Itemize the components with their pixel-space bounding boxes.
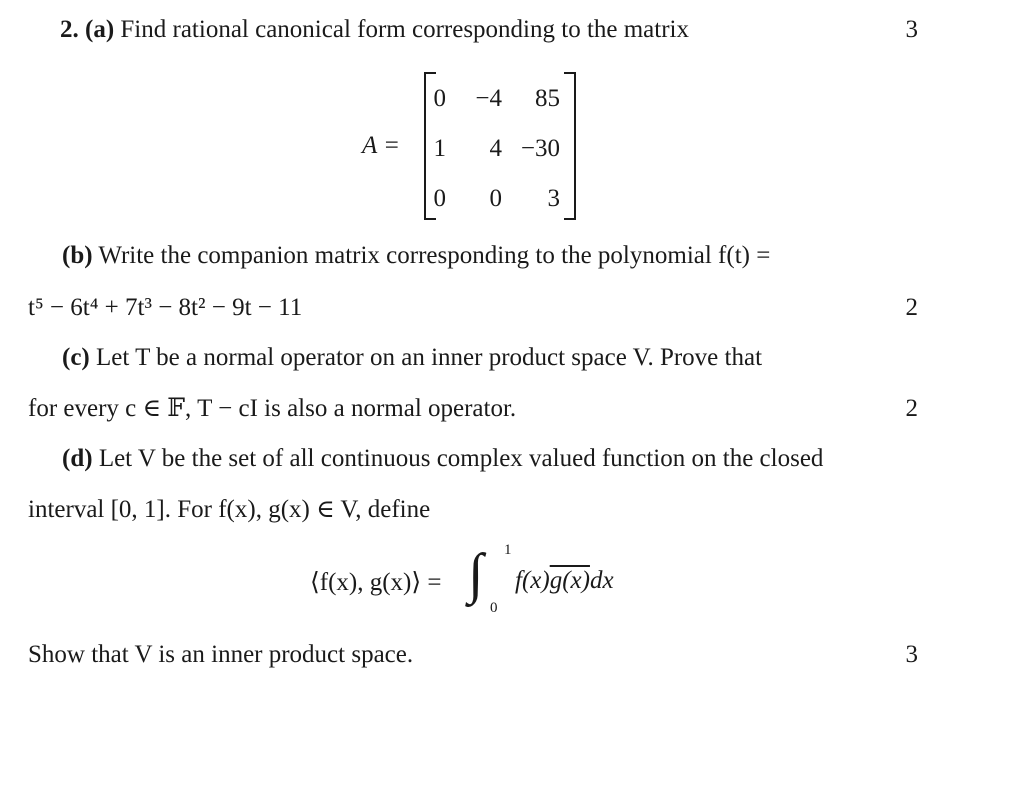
matrix-cell: 0 xyxy=(433,185,446,212)
matrix-cell: 0 xyxy=(489,185,502,212)
matrix-cell: 4 xyxy=(489,135,502,162)
part-d-closing: Show that V is an inner product space. xyxy=(28,641,414,668)
matrix-cell: 1 xyxy=(433,135,446,162)
polynomial: t⁵ − 6t⁴ + 7t³ − 8t² − 9t − 11 xyxy=(28,294,303,321)
part-d-label: (d) xyxy=(62,445,93,472)
integrand-dx: dx xyxy=(589,567,614,594)
matrix-cell: 85 xyxy=(535,85,560,112)
right-bracket xyxy=(564,72,576,220)
matrix-cell: 3 xyxy=(547,185,560,212)
part-c-text-1: Let T be a normal operator on an inner product space V. Prove that xyxy=(96,344,763,371)
matrix-cell: 0 xyxy=(433,85,446,112)
integral-sign: ∫ xyxy=(468,543,484,605)
lower-limit: 0 xyxy=(490,600,498,616)
matrix-cell: −4 xyxy=(475,85,502,112)
integrand-g-conjugate: g(x) xyxy=(549,567,590,594)
question-a-line xyxy=(60,17,689,42)
question-number: 2. xyxy=(60,16,79,43)
part-a-label: (a) xyxy=(85,16,115,43)
question-d-line xyxy=(62,446,823,471)
part-a-text: Find rational canonical form corresponding to the matrix xyxy=(120,16,689,43)
integral-lhs: ⟨f(x), g(x)⟩ = xyxy=(310,569,442,596)
part-c-marks: 2 xyxy=(905,395,918,422)
part-b-text: Write the companion matrix corresponding to the polynomial f(t) = xyxy=(98,242,771,269)
part-c-text-2: for every c ∈ 𝔽, T − cI is also a normal operator. xyxy=(28,395,517,422)
question-b-line xyxy=(62,243,770,268)
integrand xyxy=(515,567,614,595)
matrix-A xyxy=(362,70,592,220)
part-b-marks: 2 xyxy=(905,294,918,321)
part-d-marks: 3 xyxy=(905,641,918,668)
part-d-text-1: Let V be the set of all continuous complex valued function on the closed xyxy=(98,445,824,472)
inner-product-definition xyxy=(310,540,670,620)
matrix-cell: −30 xyxy=(520,135,560,162)
part-c-label: (c) xyxy=(62,344,90,371)
part-a-marks: 3 xyxy=(905,16,918,43)
part-b-label: (b) xyxy=(62,242,93,269)
part-d-text-2: interval [0, 1]. For f(x), g(x) ∈ V, define xyxy=(28,496,431,523)
matrix-name: A = xyxy=(362,132,400,159)
integrand-f: f(x) xyxy=(515,567,550,594)
question-c-line xyxy=(62,345,762,370)
upper-limit: 1 xyxy=(504,542,512,558)
